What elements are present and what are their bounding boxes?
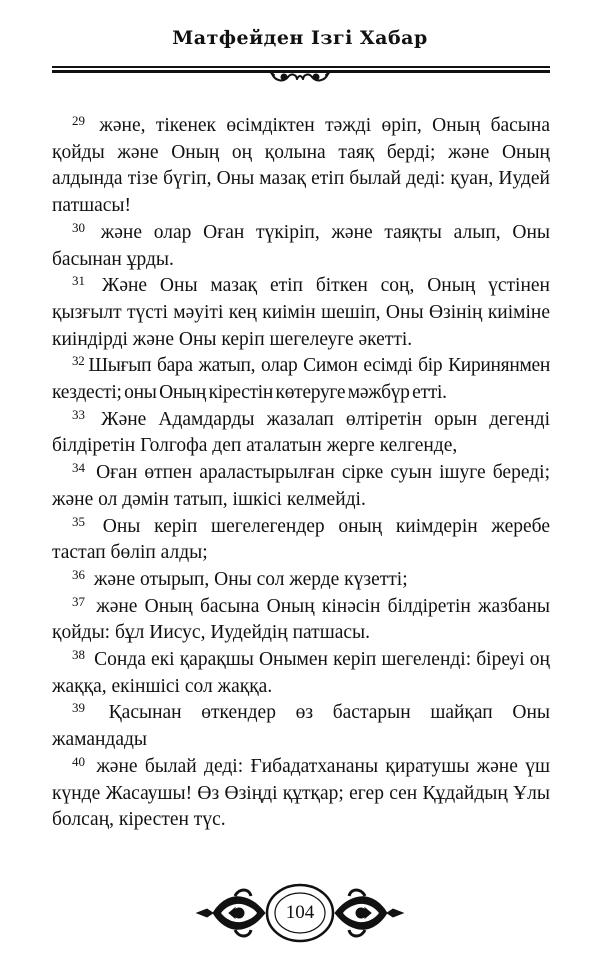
verse-text: Оған өтпен араластырылған сірке суын ішуге береді; және ол дәмін татып, ішкісі келмейді. — [52, 462, 550, 510]
verse-text: және Оның басына Оның кінәсін білдіретін жазбаны қойды: бұл Иисус, Иудейдің патшасы. — [52, 595, 550, 644]
verse-number: 37 — [72, 593, 85, 609]
verse-text: Оны керіп шегелегендер оның киімдерін жеребе тастап бөліп алды; — [52, 515, 550, 564]
verse-number: 33 — [72, 406, 85, 422]
verse-36 — [52, 567, 550, 594]
verse-number: 35 — [72, 513, 85, 529]
verse-number: 32 — [72, 353, 85, 369]
verse-37 — [52, 594, 550, 647]
verse-30 — [52, 220, 550, 273]
running-title: Матфейден Ізгі Хабар — [172, 27, 428, 49]
verse-29 — [52, 113, 550, 220]
header-rule-thin — [52, 66, 550, 68]
verse-text: Және Адамдарды жазалап өлтіретін орын дегенді білдіретін Голгофа деп аталатын жерге келгенде, — [52, 408, 551, 457]
verse-text: және олар Оған түкіріп, және таяқты алып, Оны басынан ұрды. — [52, 221, 551, 270]
page-number: 104 — [285, 902, 315, 923]
verse-number: 40 — [72, 753, 85, 769]
verse-number: 29 — [72, 113, 85, 128]
verse-text: Және Оны мазақ етіп біткен соң, Оның үстінен қызғылт түсті мәуіті кең киімін шешіп, Оны Өзінің киіміне киіндірді және Оны керіп шегелеуге әкетті. — [52, 275, 550, 350]
verse-31 — [52, 273, 550, 353]
verse-number: 39 — [72, 700, 85, 716]
verse-text: және былай деді: Ғибадатхананы қиратушы және үш күнде Жасаушы! Өз Өзіңді құтқар; егер сен Құдайдың Ұлы болсаң, кірестен түс. — [52, 755, 550, 831]
verse-40 — [52, 754, 550, 834]
verse-text: және отырып, Оны сол жерде күзетті; — [93, 568, 408, 590]
verse-38 — [52, 647, 550, 700]
verse-39 — [52, 700, 550, 753]
verse-text: Сонда екі қарақшы Онымен керіп шегеленді: біреуі оң жаққа, екіншісі сол жаққа. — [52, 649, 550, 697]
verse-number: 31 — [72, 273, 85, 289]
verse-text-block — [52, 113, 550, 834]
scroll-ornament-icon — [268, 70, 332, 86]
verse-32 — [52, 353, 550, 406]
verse-number: 34 — [72, 460, 85, 476]
verse-34 — [52, 460, 550, 513]
verse-35 — [52, 514, 550, 567]
verse-number: 38 — [72, 647, 85, 663]
verse-text: Шығып бара жатып, олар Симон есімді бір Киринянмен кездесті; оны Оның кірестін көтеруге мәжбүр етті. — [52, 355, 550, 404]
page-footer — [195, 878, 405, 948]
verse-text: Қасынан өткендер өз бастарын шайқап Оны жамандады — [52, 702, 551, 751]
verse-33 — [52, 407, 550, 460]
verse-number: 36 — [72, 566, 85, 582]
verse-text: және, тікенек өсімдіктен тәжді өріп, Оның басына қойды және Оның оң қолына таяқ берді; және Оның алдында тізе бүгіп, Оны мазақ етіп былай деді: қуан, Иудей патшасы! — [52, 115, 550, 217]
verse-number: 30 — [72, 219, 85, 235]
